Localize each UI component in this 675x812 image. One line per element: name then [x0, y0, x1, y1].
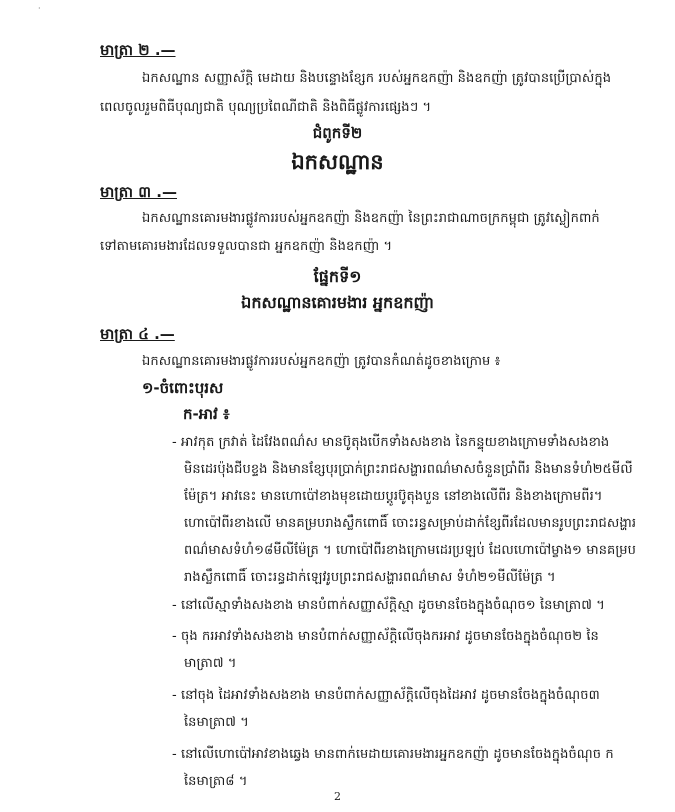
- page-number: 2: [334, 790, 341, 803]
- para-1-line-1: - អាវកុត ក្រវាត់ ដៃវែងពណ៌ស មានប៊ូតុងបើកទាំងសងខាង នៃកន្ទុយខាងក្រោមទាំងសងខាង: [172, 435, 610, 450]
- chapter-label: ជំពូកទី២: [312, 124, 363, 142]
- article-4-heading: មាត្រា ៤ .—: [100, 325, 175, 343]
- part-title: ឯកសណ្ឋានគោរមងារ អ្នកឧកញ៉ា: [241, 293, 434, 312]
- chapter-title: ឯកសណ្ឋាន: [291, 150, 384, 174]
- item-1a-coat: ក-អាវ ៖: [183, 405, 230, 423]
- para-1-line-3: ម៉ែត្រ។ អាវនេះ មានហោប៉ៅខាងមុខដោយប្តូរប៊ូតុងបួន នៅខាងលើពីរ និងខាងក្រោមពីរ។: [184, 489, 603, 504]
- bullet-collar-line-2: មាត្រា៧ ។: [184, 656, 237, 671]
- para-1-line-5: ពណ៌មាសទំហំ១៨មីលីម៉ែត្រ ។ ហោប៉ៅពីរខាងក្រោមដេរប្រឡប់ ដែលហោប៉ៅម្ខាង១ មានគម្រប: [184, 543, 636, 558]
- part-label: ផ្នែកទី១: [313, 267, 362, 286]
- para-1-line-6: រាងស្លឹកពោធិ៍ ចោះរន្ធដាក់ឡេវរូបព្រះរាជសង្ហារពណ៌មាស ទំហំ២១មីលីម៉ែត្រ ។: [184, 570, 556, 585]
- para-1-line-4: ហោប៉ៅពីរខាងលើ មានគម្របរាងស្លឹកពោធិ៍ ចោះរន្ធសម្រាប់ដាក់ខ្សែពីរដែលមានរូបព្រះរាជសង្ហារ: [184, 516, 637, 531]
- bullet-sleeve-line-2: នៃមាត្រា៧ ។: [184, 715, 249, 730]
- article-3-heading: មាត្រា ៣ .—: [100, 183, 177, 201]
- article-2-heading: មាត្រា ២ .—: [100, 41, 176, 59]
- article-4-intro: ឯកសណ្ឋានគោរមងារផ្លូវការរបស់អ្នកឧកញ៉ា ត្រូវបានកំណត់ដូចខាងក្រោម ៖: [142, 354, 501, 369]
- corner-mark: ·: [38, 4, 41, 13]
- item-1-men: ១-ចំពោះបុរស: [142, 379, 224, 397]
- bullet-sleeve-line-1: - នៅចុង ដៃអាវទាំងសងខាង មានបំពាក់សញ្ញាស័ក្តិលើចុងដៃអាវ ដូចមានចែងក្នុងចំណុច៣: [172, 688, 600, 703]
- bullet-collar-line-1: - ចុង ករអាវទាំងសងខាង មានបំពាក់សញ្ញាស័ក្តិលើចុងករអាវ ដូចមានចែងក្នុងចំណុច២ នៃ: [172, 629, 599, 644]
- bullet-medal-line-2: នៃមាត្រា៨ ។: [184, 774, 248, 789]
- article-2-line-1: ឯកសណ្ឋាន សញ្ញាស័ក្តិ មេដាយ និងបន្ទោងខ្សែក របស់អ្នកឧកញ៉ា និងឧកញ៉ា ត្រូវបានប្រើប្រាស់ក្នុង: [142, 71, 612, 86]
- bullet-medal-line-1: - នៅលើហោប៉ៅអាវខាងឆ្វេង មានពាក់មេដាយគោរមងារអ្នកឧកញ៉ា ដូចមានចែងក្នុងចំណុច ក: [172, 747, 614, 762]
- article-3-line-1: ឯកសណ្ឋានគោរមងារផ្លូវការរបស់អ្នកឧកញ៉ា និងឧកញ៉ា នៃព្រះរាជាណាចក្រកម្ពុជា ត្រូវស្លៀកពាក់: [142, 211, 600, 226]
- article-2-line-2: ពេលចូលរួមពិធីបុណ្យជាតិ បុណ្យប្រពៃណីជាតិ និងពិធីផ្លូវការផ្សេងៗ ។: [100, 100, 432, 115]
- article-3-line-2: ទៅតាមគោរមងារដែលទទួលបានជា អ្នកឧកញ៉ា និងឧកញ៉ា ។: [100, 239, 393, 254]
- bullet-shoulder: - នៅលើស្មាទាំងសងខាង មានបំពាក់សញ្ញាស័ក្តិស្មា ដូចមានចែងក្នុងចំណុច១ នៃមាត្រា៧ ។: [172, 598, 605, 613]
- para-1-line-2: មិនដេរប៉ុងជីបខ្ទង និងមានខ្សែបុរប្រាក់ព្រះរាជសង្ហារពណ៌មាសចំនួនប្រាំពីរ និងមានទំហំ២៥មីលី: [184, 462, 633, 477]
